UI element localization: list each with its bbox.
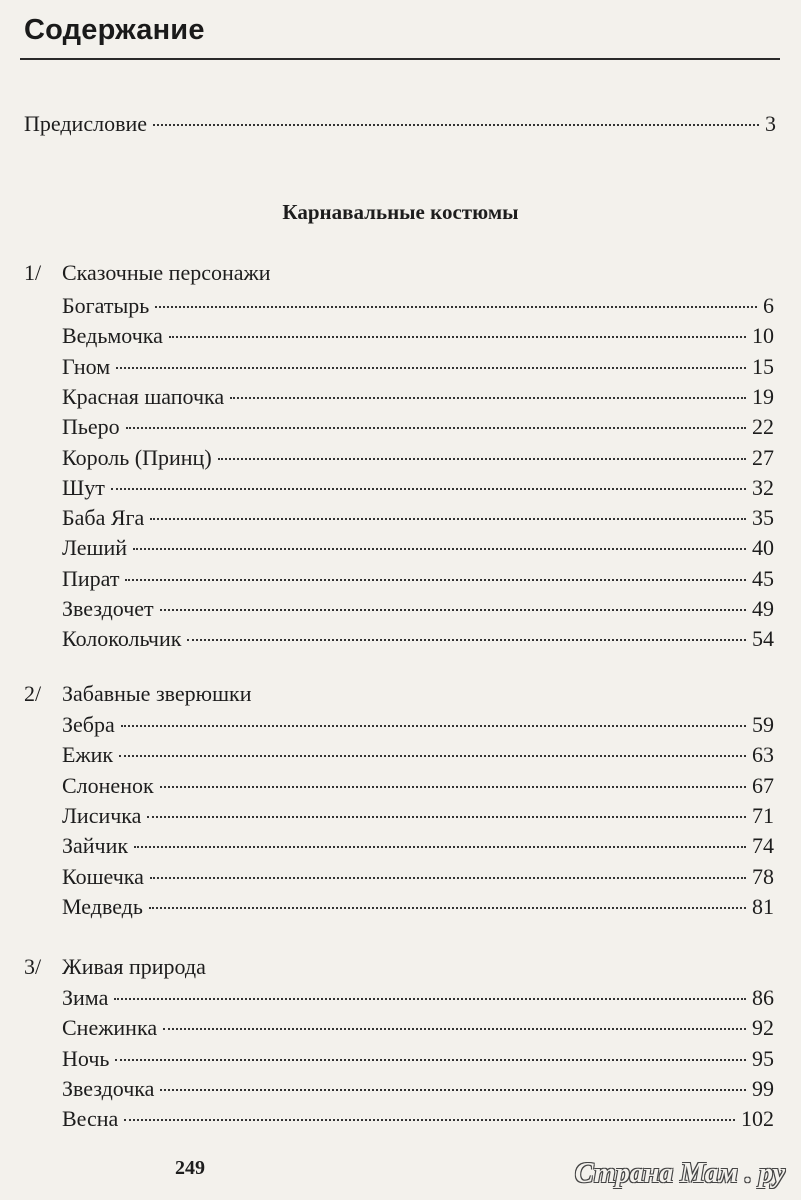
dot-leader [111,488,746,490]
toc-entry[interactable] [62,832,774,860]
dot-leader [134,846,746,848]
heading-rule [20,58,780,60]
dot-leader [163,1028,746,1030]
toc-entry-page: 78 [752,863,774,889]
toc-entry-label: Лисичка [62,802,142,828]
dot-leader [124,1119,735,1121]
toc-entry-label: Король (Принц) [62,444,212,470]
toc-entry-page: 6 [763,293,774,318]
group-number: 2/ [24,681,42,706]
dot-leader [169,336,746,338]
toc-heading: Содержание [24,14,205,46]
toc-entry-page: 3 [765,111,776,136]
toc-entry-page: 19 [752,383,774,409]
group-title [24,259,270,287]
toc-entry-page: 71 [752,802,774,828]
toc-entry-page: 63 [752,742,774,768]
dot-leader [187,639,746,641]
toc-entry[interactable] [62,772,774,800]
dot-leader [218,458,746,460]
dot-leader [230,397,746,399]
toc-entry[interactable] [62,1045,774,1073]
toc-entry-page: 102 [741,1106,774,1132]
toc-entry-page: 45 [752,565,774,591]
toc-entry-label: Леший [62,535,128,561]
toc-entry[interactable] [62,383,774,411]
toc-entry-label: Кошечка [62,863,144,889]
dot-leader [125,579,746,581]
toc-entry-label: Снежинка [62,1015,158,1041]
toc-entry[interactable] [62,741,774,769]
toc-entry-page: 27 [752,444,774,470]
toc-entry-label: Ночь [62,1045,110,1071]
toc-entry-page: 81 [752,893,774,919]
toc-entry-label: Зайчик [62,833,129,859]
toc-entry-label: Звездочка [62,1075,155,1101]
dot-leader [147,816,746,818]
watermark-logo: Страна Мам . ру [574,1158,785,1189]
toc-entry-label: Шут [62,474,105,500]
toc-entry-label: Ведьмочка [62,323,163,349]
toc-entry-label: Гном [62,353,111,379]
dot-leader [153,124,759,126]
group-title-text: Сказочные персонажи [62,260,271,285]
toc-entry-page: 54 [752,626,774,652]
toc-entry[interactable] [62,711,774,739]
toc-entry[interactable] [62,893,774,921]
toc-entry-label: Красная шапочка [62,383,225,409]
dot-leader [160,786,746,788]
group-title [24,680,252,708]
dot-leader [160,609,746,611]
group-title [24,953,206,981]
dot-leader [150,518,746,520]
dot-leader [149,907,746,909]
toc-entry[interactable] [62,565,774,593]
toc-entry[interactable] [62,474,774,502]
dot-leader [155,306,757,308]
group-number: 1/ [24,260,42,285]
toc-entry-page: 35 [752,505,774,531]
toc-entry-label: Весна [62,1106,119,1132]
toc-entry-label: Пират [62,565,120,591]
toc-entry[interactable] [62,984,774,1012]
dot-leader [116,367,746,369]
toc-entry[interactable] [62,444,774,472]
toc-entry-preface[interactable] [24,110,776,138]
toc-entry-label: Колокольчик [62,626,182,652]
page-number: 249 [175,1157,205,1179]
toc-entry-page: 32 [752,474,774,500]
toc-entry-label: Зима [62,985,109,1010]
toc-entry-page: 49 [752,596,774,621]
toc-entry[interactable] [62,1105,774,1133]
toc-entry[interactable] [62,353,774,381]
toc-entry[interactable] [62,504,774,532]
toc-entry-label: Пьеро [62,414,120,440]
toc-entry[interactable] [62,802,774,830]
toc-entry-label: Слоненок [62,772,154,798]
dot-leader [133,548,746,550]
toc-entry-label: Баба Яга [62,505,145,531]
dot-leader [126,427,746,429]
toc-entry-label: Предисловие [24,111,147,136]
toc-entry-page: 40 [752,535,774,561]
toc-entry-label: Зебра [62,712,115,737]
dot-leader [150,877,746,879]
section-title: Карнавальные костюмы [282,200,519,224]
toc-entry[interactable] [62,292,774,320]
toc-entry-page: 99 [752,1075,774,1101]
toc-entry[interactable] [62,413,774,441]
toc-entry-page: 67 [752,772,774,798]
toc-entry[interactable] [62,595,774,623]
toc-entry-page: 15 [752,353,774,379]
toc-entry[interactable] [62,534,774,562]
dot-leader [115,1059,746,1061]
dot-leader [160,1089,746,1091]
dot-leader [114,998,746,1000]
toc-entry-page: 10 [752,323,774,349]
toc-entry[interactable] [62,322,774,350]
toc-entry-page: 59 [752,712,774,737]
dot-leader [121,725,746,727]
group-title-text: Живая природа [62,954,206,979]
toc-entry[interactable] [62,1014,774,1042]
toc-entry[interactable] [62,1075,774,1103]
toc-entry[interactable] [62,863,774,891]
toc-entry-page: 95 [752,1045,774,1071]
toc-entry[interactable] [62,625,774,653]
dot-leader [119,755,746,757]
toc-entry-page: 92 [752,1015,774,1041]
group-number: 3/ [24,954,42,979]
toc-entry-label: Ежик [62,742,114,768]
toc-entry-label: Медведь [62,893,143,919]
toc-entry-label: Богатырь [62,293,150,318]
toc-entry-page: 22 [752,414,774,440]
group-title-text: Забавные зверюшки [62,681,252,706]
toc-entry-page: 74 [752,833,774,859]
toc-entry-page: 86 [752,985,774,1010]
toc-entry-label: Звездочет [62,596,154,621]
